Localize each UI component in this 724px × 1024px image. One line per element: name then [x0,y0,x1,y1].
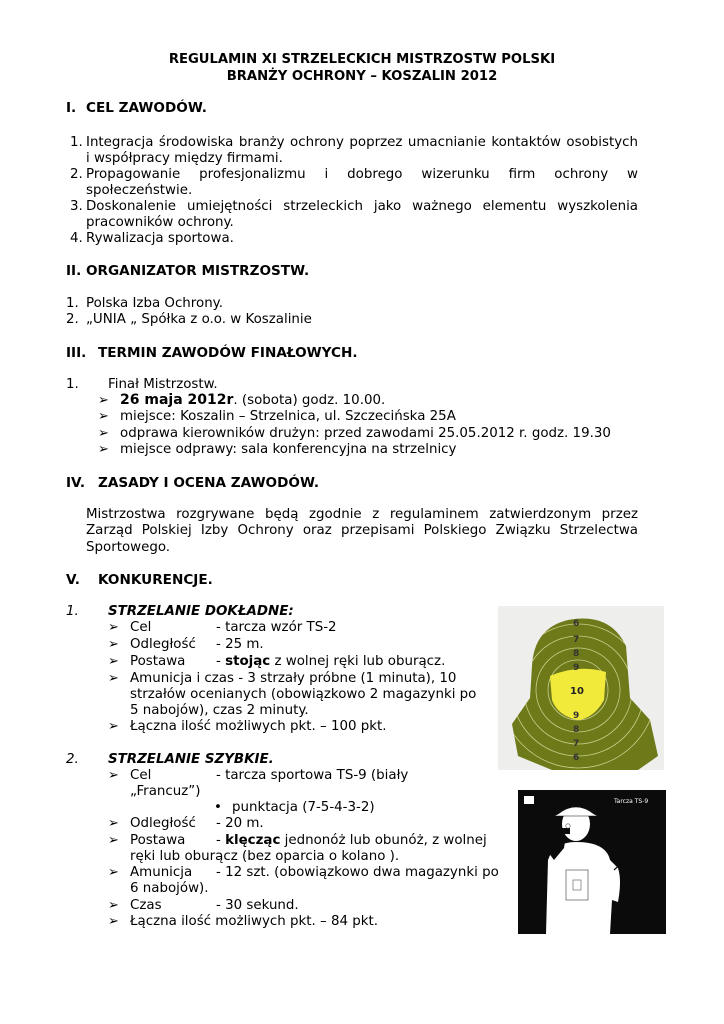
c1-stance-bold: stojąc [225,654,271,669]
c2-time-row [108,898,299,914]
s4-para-line-2: Zarząd Polskiej Izby Ochrony oraz przepisami Polskiego Związku Strzelectwa [86,523,638,538]
section-5-number: V. [66,572,80,588]
arrow-bullet-icon: ➢ [108,816,119,831]
s1-item-2-line-2: społeczeństwie. [86,183,193,198]
target-ring-label: 9 [573,711,580,721]
c2-distance-label: Odległość [130,816,196,831]
arrow-bullet-icon: ➢ [98,426,109,441]
c1-title: STRZELANIE DOKŁADNE: [108,604,294,619]
section-5-heading: KONKURENCJE. [98,572,213,588]
target-ring-label: 6 [573,619,580,629]
c1-target-row [108,620,337,636]
s1-item-4-text: Rywalizacja sportowa. [86,231,234,246]
s2-item-2-num: 2. [66,312,79,327]
c2-target-row [108,768,408,784]
gun-icon [560,828,570,834]
s1-item-1-line-1: Integracja środowiska branży ochrony poprzez umacnianie kontaktów osobistych [86,135,638,150]
section-1-number: I. [66,100,77,116]
c1-distance-label: Odległość [130,637,196,652]
arrow-bullet-icon: ➢ [108,719,119,734]
section-4-number: IV. [66,475,85,491]
c1-stance-rest: z wolnej ręki lub oburącz. [270,654,446,669]
target-ts2-image [498,606,664,770]
c2-scoring-row [214,800,375,816]
target-ts9-image [518,790,666,934]
s3-bullet-2 [98,409,456,425]
section-2-number: II. [66,263,82,279]
arrow-bullet-icon: ➢ [108,637,119,652]
section-3-heading: TERMIN ZAWODÓW FINAŁOWYCH. [98,345,358,361]
s2-item-1-num: 1. [66,296,79,311]
s4-para-line-3: Sportowego. [86,540,171,555]
c1-stance-row [108,654,445,670]
section-1-heading: CEL ZAWODÓW. [86,100,207,116]
c2-stance-bold: klęcząc [225,833,281,848]
arrow-bullet-icon: ➢ [108,914,119,929]
c1-points-row [108,719,387,735]
s1-item-4-num: 4. [70,231,83,246]
c1-ammo-line-1: Amunicja i czas - 3 strzały próbne (1 minuta), 10 [130,671,457,686]
arrow-bullet-icon: ➢ [108,768,119,783]
s3-bullet-3 [98,426,611,442]
s1-item-1-line-2: i współpracy między firmami. [86,151,283,166]
c1-ammo-row [108,671,456,687]
target-ring-label: 9 [573,663,580,673]
c1-target-label: Cel [130,620,152,635]
c1-number: 1. [66,604,79,619]
target-ring-label: 6 [573,753,580,763]
section-3-number: III. [66,345,87,361]
s3-briefing: odprawa kierowników drużyn: przed zawodami 25.05.2012 r. godz. 19.30 [120,426,611,441]
c2-target-value: - tarcza sportowa TS-9 (biały [216,768,409,783]
c2-stance-rest: jednonóż lub obunóż, z wolnej [280,833,487,848]
title-line-1: REGULAMIN XI STRZELECKICH MISTRZOSTW POLSKI [168,52,556,67]
s3-bullet-4 [98,442,456,458]
c1-target-value: - tarcza wzór TS-2 [216,620,337,635]
arrow-bullet-icon: ➢ [108,620,119,635]
c2-ammo-row [108,865,499,881]
c2-points: Łączna ilość możliwych pkt. – 84 pkt. [130,914,379,929]
s3-item-num: 1. [66,377,79,392]
c2-ammo-line-2: 6 nabojów). [130,881,209,896]
arrow-bullet-icon: ➢ [108,898,119,913]
s3-date-rest: . (sobota) godz. 10.00. [233,393,386,408]
s3-bullet-1 [98,392,385,409]
c2-ammo-label: Amunicja [130,865,193,880]
arrow-bullet-icon: ➢ [108,833,119,848]
s3-item-text: Finał Mistrzostw. [108,377,218,392]
c2-distance-value: - 20 m. [216,816,264,831]
c2-time-value: - 30 sekund. [216,898,299,913]
arrow-bullet-icon: ➢ [98,393,109,408]
target-ring-label: 8 [573,649,580,659]
c2-number: 2. [66,752,79,767]
arrow-bullet-icon: ➢ [98,442,109,457]
arrow-bullet-icon: ➢ [108,865,119,880]
s2-item-1-text: Polska Izba Ochrony. [86,296,223,311]
c2-time-label: Czas [130,898,162,913]
c2-distance-row [108,816,264,832]
arrow-bullet-icon: ➢ [108,671,119,686]
c2-scoring: punktacja (7-5-4-3-2) [232,800,375,815]
s3-place: miejsce: Koszalin – Strzelnica, ul. Szczecińska 25A [120,409,456,424]
s1-item-3-num: 3. [70,199,83,214]
s3-briefing-place: miejsce odprawy: sala konferencyjna na strzelnicy [120,442,457,457]
arrow-bullet-icon: ➢ [98,409,109,424]
c2-stance-line-2: ręki lub oburącz (bez oparcia o kolano ). [130,849,400,864]
c2-stance-row [108,833,487,849]
dot-bullet-icon: • [214,800,222,815]
target-ring-label: 8 [573,725,580,735]
c2-stance-dash: - [216,833,226,848]
c2-points-row [108,914,378,930]
logo-icon [524,796,534,804]
c1-stance-dash: - [216,654,226,669]
target-ring-label: 7 [573,635,580,645]
c2-target-label: Cel [130,768,152,783]
arrow-bullet-icon: ➢ [108,654,119,669]
section-4-heading: ZASADY I OCENA ZAWODÓW. [98,475,320,491]
s1-item-3-line-2: pracowników ochrony. [86,215,234,230]
c1-ammo-line-3: 5 nabojów), czas 2 minuty. [130,703,309,718]
c2-target-value-2: „Francuz”) [130,784,201,799]
c1-distance-value: - 25 m. [216,637,264,652]
s1-item-1-num: 1. [70,135,83,150]
s1-item-3-line-1: Doskonalenie umiejętności strzeleckich jako ważnego elementu wyszkolenia [86,199,638,214]
c1-points: Łączna ilość możliwych pkt. – 100 pkt. [130,719,387,734]
target-ring-label: 10 [570,686,584,697]
c2-title: STRZELANIE SZYBKIE. [108,752,274,767]
title-line-2: BRANŻY OCHRONY – KOSZALIN 2012 [226,69,498,84]
section-2-heading: ORGANIZATOR MISTRZOSTW. [86,263,310,279]
c2-ammo-value: - 12 szt. (obowiązkowo dwa magazynki po [216,865,499,880]
s1-item-2-line-1: Propagowanie profesjonalizmu i dobrego wizerunku firm ochrony w [86,167,638,182]
s1-item-2-num: 2. [70,167,83,182]
c1-distance-row [108,637,264,653]
s4-para-line-1: Mistrzostwa rozgrywane będą zgodnie z regulaminem zatwierdzonym przez [86,507,638,522]
c2-stance-label: Postawa [130,833,186,848]
s2-item-2-text: „UNIA „ Spółka z o.o. w Koszalinie [86,312,312,327]
c1-stance-label: Postawa [130,654,186,669]
c1-ammo-line-2: strzałów ocenianych (obowiązkowo 2 magazynki po [130,687,477,702]
target-ts9-label: Tarcza TS-9 [614,798,649,805]
target-ring-label: 7 [573,739,580,749]
s3-date: 26 maja 2012r [120,392,234,408]
